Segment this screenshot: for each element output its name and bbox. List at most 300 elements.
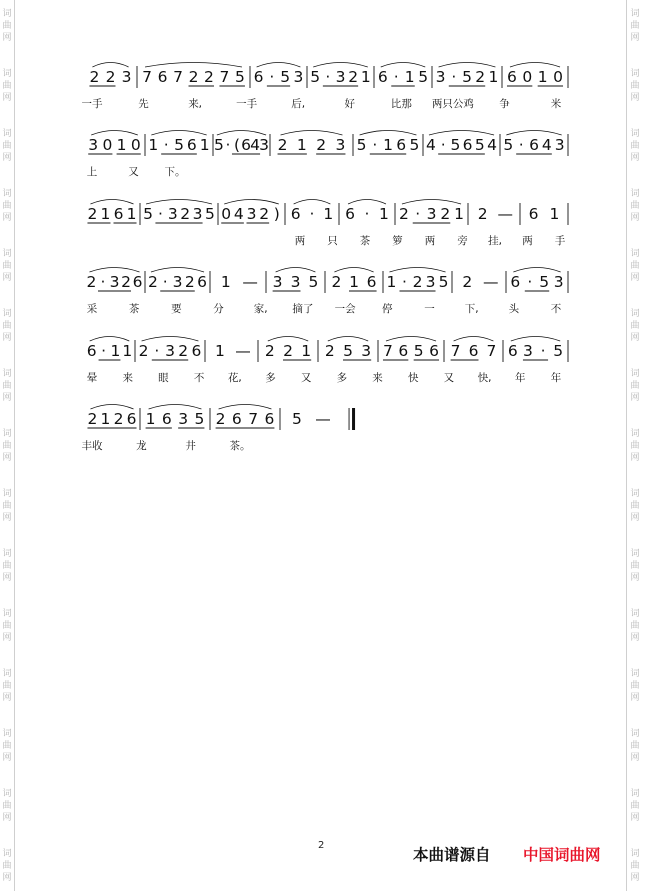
- note-digit: 3: [272, 273, 283, 291]
- note-digit: ·: [101, 342, 107, 360]
- slur-arc: [219, 405, 272, 410]
- slur-arc: [454, 337, 494, 342]
- note-digit: 1: [296, 136, 307, 154]
- slur-arc: [386, 337, 436, 342]
- slur-arc: [90, 405, 133, 410]
- lyric-syllable: 挂,: [488, 235, 502, 247]
- lyric-syllable: 多: [265, 372, 276, 384]
- note-digit: 1: [488, 68, 499, 86]
- note-digit: 2: [121, 273, 131, 291]
- watermark-char: 曲: [630, 381, 640, 391]
- watermark-char: 曲: [2, 561, 12, 571]
- note-digit: 4: [250, 136, 261, 154]
- lyric-syllable: 旁: [457, 235, 468, 247]
- note-digit: 2: [477, 205, 488, 223]
- watermark-char: 网: [2, 333, 12, 343]
- watermark-char: 词: [630, 9, 640, 19]
- watermark-char: 词: [2, 249, 12, 259]
- note-digit: 1: [110, 342, 121, 360]
- lyric-syllable: 多: [336, 372, 348, 384]
- lyric-syllable: 茶: [359, 235, 371, 247]
- note-digit: 2: [148, 273, 158, 291]
- watermark-char: 曲: [630, 621, 640, 631]
- lyric-syllable: 晕: [86, 372, 98, 384]
- lyric-syllable: 家,: [253, 303, 268, 315]
- note-digit: 7: [450, 342, 461, 360]
- watermark-char: 网: [630, 153, 640, 163]
- note-digit: 7: [142, 68, 152, 86]
- slur-arc: [151, 268, 204, 273]
- note-digit: 6: [264, 410, 275, 428]
- note-digit: 1: [220, 273, 231, 291]
- note-digit: 3: [435, 68, 446, 86]
- note-digit: 2: [399, 205, 409, 223]
- watermark-char: 词: [630, 549, 640, 559]
- lyric-syllable: 争: [499, 98, 510, 110]
- lyric-syllable: 一手: [81, 98, 103, 110]
- lyric-syllable: 先: [138, 98, 149, 110]
- watermark-char: 曲: [2, 501, 12, 511]
- watermark-char: 曲: [2, 81, 12, 91]
- note-digit: 6: [462, 136, 473, 154]
- note-digit: ·: [440, 136, 446, 154]
- watermark-char: 曲: [2, 441, 12, 451]
- note-digit: 6: [157, 68, 168, 86]
- watermark-char: 曲: [2, 201, 12, 211]
- note-digit: 7: [486, 342, 497, 360]
- lyric-syllable: 一会: [334, 303, 356, 315]
- slur-arc: [381, 63, 425, 68]
- slur-arc: [142, 337, 199, 342]
- watermark-char: 词: [630, 129, 640, 139]
- watermark-char: 网: [2, 453, 12, 463]
- slur-arc: [334, 268, 373, 273]
- slur-arc: [89, 268, 139, 273]
- watermark-char: 曲: [2, 621, 12, 631]
- note-digit: 6: [290, 205, 301, 223]
- note-digit: 6: [186, 136, 197, 154]
- lyric-syllable: 手: [554, 235, 566, 247]
- note-digit: 5: [235, 68, 245, 86]
- note-digit: 5: [450, 136, 461, 154]
- note-digit: 4: [487, 136, 497, 154]
- note-digit: 5: [143, 205, 153, 223]
- note-digit: 1: [383, 136, 393, 154]
- note-digit: 3: [88, 136, 99, 154]
- note-digit: 5: [503, 136, 514, 154]
- slur-arc: [91, 131, 138, 136]
- note-digit: 5: [409, 136, 420, 154]
- watermark-char: 曲: [630, 501, 640, 511]
- note-digit: 6: [528, 205, 539, 223]
- lyric-syllable: 花,: [227, 372, 242, 384]
- note-digit: 1: [549, 205, 560, 223]
- watermark-char: 词: [2, 789, 12, 799]
- note-digit: ·: [162, 273, 168, 291]
- lyric-syllable: 比那: [390, 98, 412, 110]
- slur-arc: [90, 337, 130, 342]
- watermark-char: 网: [630, 453, 640, 463]
- watermark-char: 曲: [630, 681, 640, 691]
- lyric-syllable: 下。: [164, 166, 186, 178]
- note-digit: 1: [454, 205, 464, 223]
- note-digit: 2: [184, 273, 195, 291]
- watermark-char: 词: [2, 549, 12, 559]
- note-digit: 2: [475, 68, 486, 86]
- note-digit: 6: [366, 273, 377, 291]
- note-digit: 6: [161, 410, 172, 428]
- note-digit: 1: [215, 342, 225, 360]
- note-digit: 5: [343, 342, 353, 360]
- note-digit: 3: [553, 273, 564, 291]
- watermark-char: 词: [2, 129, 12, 139]
- footer-site-name: 中国词曲网: [523, 846, 601, 864]
- watermark-char: 曲: [630, 321, 640, 331]
- note-digit: 2: [178, 342, 189, 360]
- lyric-syllable: 分: [213, 303, 224, 315]
- watermark-char: 词: [630, 849, 640, 859]
- watermark-char: 曲: [630, 441, 640, 451]
- note-digit: 5: [292, 410, 302, 428]
- watermark-char: 网: [630, 633, 640, 643]
- watermark-char: 词: [630, 249, 640, 259]
- note-digit: 2: [324, 342, 335, 360]
- lyric-syllable: 快: [407, 372, 419, 384]
- note-digit: 0: [221, 205, 232, 223]
- note-digit: 5: [413, 342, 424, 360]
- lyric-syllable: 两: [522, 235, 533, 247]
- lyric-syllable: 来: [122, 372, 133, 384]
- lyric-syllable: 只: [327, 235, 338, 247]
- final-bar-thick: [352, 408, 355, 430]
- note-digit: ·: [364, 205, 370, 223]
- slur-arc: [149, 405, 202, 410]
- note-digit: 1: [386, 273, 397, 291]
- watermark-char: 网: [2, 633, 12, 643]
- note-digit: 2: [188, 68, 199, 86]
- watermark-char: 曲: [2, 681, 12, 691]
- watermark-char: 网: [2, 753, 12, 763]
- lyric-syllable: 箩: [392, 235, 403, 247]
- note-digit: 2: [105, 68, 116, 86]
- watermark-char: 词: [630, 669, 640, 679]
- note-digit: 1: [199, 136, 210, 154]
- watermark-char: 网: [2, 873, 12, 883]
- note-digit: ·: [163, 136, 169, 154]
- note-digit: 3: [290, 273, 301, 291]
- note-digit: 0: [522, 68, 533, 86]
- watermark-char: 词: [2, 309, 12, 319]
- note-digit: 3: [167, 205, 178, 223]
- note-digit: 4: [233, 205, 244, 223]
- slur-arc: [360, 131, 417, 136]
- note-digit: 3: [425, 273, 436, 291]
- note-digit: ): [273, 205, 280, 223]
- watermark-char: 网: [2, 513, 12, 523]
- note-digit: 2: [86, 273, 97, 291]
- note-digit: —: [497, 205, 514, 223]
- note-digit: —: [242, 273, 258, 291]
- watermark-char: 网: [2, 93, 12, 103]
- note-digit: 2: [412, 273, 423, 291]
- note-digit: 7: [219, 68, 230, 86]
- note-digit: 5: [308, 273, 319, 291]
- note-digit: ·: [372, 136, 378, 154]
- slur-arc: [513, 268, 560, 273]
- lyric-syllable: 米: [550, 98, 562, 110]
- slur-arc: [313, 63, 368, 68]
- note-digit: 5: [356, 136, 367, 154]
- watermark-char: 词: [630, 489, 640, 499]
- slur-arc: [510, 63, 560, 68]
- lyric-syllable: 不: [550, 303, 562, 315]
- lyric-syllable: 龙: [136, 440, 147, 452]
- lyric-syllable: 年: [550, 372, 562, 384]
- watermark-char: 曲: [2, 741, 12, 751]
- note-digit: 1: [100, 205, 111, 223]
- footer-source-label: 本曲谱源自: [413, 846, 491, 864]
- lyric-syllable: 茶。: [229, 440, 251, 452]
- watermark-char: 曲: [2, 261, 12, 271]
- lyric-syllable: 停: [382, 303, 393, 315]
- note-digit: 4: [426, 136, 436, 154]
- watermark-char: 曲: [630, 561, 640, 571]
- slur-arc: [511, 337, 560, 342]
- note-digit: 0: [102, 136, 113, 154]
- lyric-syllable: 两: [294, 235, 306, 247]
- watermark-char: 曲: [630, 81, 640, 91]
- watermark-char: 词: [630, 309, 640, 319]
- note-digit: 5: [474, 136, 485, 154]
- slur-arc: [281, 131, 343, 136]
- note-digit: 5: [280, 68, 291, 86]
- note-digit: 6: [197, 273, 207, 291]
- watermark-char: 词: [2, 189, 12, 199]
- note-digit: 3: [426, 205, 437, 223]
- watermark-char: 曲: [2, 321, 12, 331]
- watermark-char: 词: [2, 729, 12, 739]
- note-digit: 4: [541, 136, 552, 154]
- watermark-char: 曲: [2, 381, 12, 391]
- note-digit: 6: [529, 136, 539, 154]
- note-digit: 3: [172, 273, 183, 291]
- watermark-char: 曲: [2, 141, 12, 151]
- note-digit: 3: [109, 273, 120, 291]
- note-digit: ·: [527, 273, 533, 291]
- note-digit: 2: [89, 68, 100, 86]
- note-digit: 3: [523, 342, 533, 360]
- slur-arc: [328, 337, 368, 342]
- slur-arc: [145, 63, 242, 68]
- note-digit: 3: [361, 342, 372, 360]
- note-digit: 6: [429, 342, 439, 360]
- lyric-syllable: 茶: [128, 303, 140, 315]
- watermark-char: 曲: [630, 21, 640, 31]
- lyric-syllable: 要: [171, 303, 182, 315]
- note-digit: 1: [122, 342, 133, 360]
- note-digit: 3: [259, 136, 270, 154]
- watermark-char: 词: [2, 429, 12, 439]
- lyric-syllable: 上: [86, 166, 98, 178]
- note-digit: 2: [277, 136, 288, 154]
- note-digit: —: [482, 273, 499, 291]
- lyric-syllable: 后,: [291, 98, 306, 110]
- watermark-char: 曲: [2, 861, 12, 871]
- note-digit: 6: [468, 342, 479, 360]
- watermark-char: 网: [630, 333, 640, 343]
- note-digit: ·: [518, 136, 524, 154]
- note-digit: 1: [323, 205, 334, 223]
- note-digit: ·: [540, 342, 546, 360]
- note-digit: 2: [264, 342, 275, 360]
- note-digit: 3: [165, 342, 175, 360]
- watermark-char: 网: [2, 213, 12, 223]
- note-digit: 5: [213, 136, 224, 154]
- note-digit: 2: [331, 273, 342, 291]
- note-digit: 5: [462, 68, 472, 86]
- slur-arc: [389, 268, 445, 273]
- note-digit: 1: [100, 410, 111, 428]
- watermark-char: 词: [2, 849, 12, 859]
- slur-arc: [402, 200, 461, 205]
- slur-arc: [151, 131, 206, 136]
- note-digit: 7: [383, 342, 393, 360]
- watermark-char: 曲: [630, 201, 640, 211]
- slur-arc: [224, 200, 279, 205]
- lyric-syllable: 眼: [158, 372, 169, 384]
- note-digit: 0: [553, 68, 563, 86]
- slur-arc: [429, 131, 494, 136]
- note-digit: 6: [191, 342, 202, 360]
- slur-arc: [257, 63, 301, 68]
- note-digit: 1: [404, 68, 415, 86]
- watermark-char: 词: [630, 729, 640, 739]
- watermark-char: 网: [630, 393, 640, 403]
- note-digit: 6: [241, 136, 251, 154]
- note-digit: ·: [451, 68, 457, 86]
- note-digit: 6: [377, 68, 388, 86]
- note-digit: 5: [310, 68, 321, 86]
- watermark-char: 网: [2, 273, 12, 283]
- note-digit: 2: [87, 410, 98, 428]
- watermark-char: 网: [630, 753, 640, 763]
- note-digit: 3: [178, 410, 189, 428]
- note-digit: 2: [440, 205, 451, 223]
- watermark-char: 网: [630, 813, 640, 823]
- lyric-syllable: 年: [515, 372, 526, 384]
- note-digit: 6: [345, 205, 355, 223]
- watermark-char: 曲: [2, 801, 12, 811]
- note-digit: 0: [130, 136, 141, 154]
- note-digit: 3: [121, 68, 132, 86]
- lyric-syllable: 又: [443, 372, 455, 384]
- watermark-char: 词: [630, 429, 640, 439]
- lyric-syllable: 采: [86, 303, 98, 315]
- note-digit: (: [233, 136, 241, 154]
- watermark-char: 曲: [630, 801, 640, 811]
- lyric-syllable: 井: [185, 440, 196, 452]
- lyric-syllable: 快,: [477, 372, 492, 384]
- note-digit: 3: [246, 205, 257, 223]
- lyric-syllable: 又: [300, 372, 312, 384]
- note-digit: 2: [283, 342, 293, 360]
- watermark-char: 网: [630, 693, 640, 703]
- lyric-syllable: 两只公鸡: [431, 98, 474, 110]
- watermark-char: 网: [630, 213, 640, 223]
- lyric-syllable: 下,: [464, 303, 479, 315]
- slur-arc: [268, 337, 308, 342]
- watermark-char: 网: [2, 33, 12, 43]
- slur-arc: [294, 200, 331, 205]
- watermark-char: 网: [2, 153, 12, 163]
- lyric-syllable: 一手: [236, 98, 258, 110]
- watermark-char: 网: [630, 33, 640, 43]
- slur-arc: [92, 63, 128, 68]
- watermark-char: 曲: [630, 861, 640, 871]
- note-digit: 1: [360, 68, 371, 86]
- note-digit: 1: [145, 410, 156, 428]
- page-number: 2: [318, 840, 325, 851]
- lyric-syllable: 一: [424, 303, 435, 315]
- note-digit: 1: [148, 136, 159, 154]
- watermark-char: 词: [630, 69, 640, 79]
- note-digit: 2: [138, 342, 149, 360]
- watermark-char: 网: [630, 573, 640, 583]
- note-digit: —: [315, 410, 331, 428]
- note-digit: 2: [215, 410, 226, 428]
- note-digit: ·: [225, 136, 231, 154]
- note-digit: 5: [194, 410, 205, 428]
- note-digit: 5: [418, 68, 429, 86]
- note-digit: ·: [393, 68, 399, 86]
- note-digit: 6: [398, 342, 409, 360]
- note-digit: 6: [231, 410, 242, 428]
- note-digit: 2: [113, 410, 124, 428]
- note-digit: 5: [438, 273, 449, 291]
- note-digit: 6: [132, 273, 143, 291]
- note-digit: 6: [507, 342, 518, 360]
- note-digit: 1: [116, 136, 127, 154]
- note-digit: ·: [402, 273, 407, 291]
- note-digit: ·: [325, 68, 331, 86]
- note-digit: 3: [554, 136, 565, 154]
- note-digit: 2: [462, 273, 473, 291]
- lyric-syllable: 丰收: [81, 440, 103, 452]
- note-digit: ·: [415, 205, 421, 223]
- watermark-char: 网: [2, 693, 12, 703]
- watermark-char: 网: [630, 93, 640, 103]
- lyric-syllable: 又: [128, 166, 139, 178]
- lyric-syllable: 来,: [188, 98, 203, 110]
- slur-arc: [439, 63, 496, 68]
- note-digit: 3: [192, 205, 203, 223]
- note-digit: —: [235, 342, 251, 360]
- watermark-char: 网: [2, 813, 12, 823]
- watermark-char: 词: [630, 369, 640, 379]
- note-digit: 6: [396, 136, 407, 154]
- slur-arc: [506, 131, 561, 136]
- note-digit: ·: [309, 205, 315, 223]
- note-digit: ·: [154, 342, 160, 360]
- watermark-char: 词: [630, 189, 640, 199]
- note-digit: 7: [173, 68, 183, 86]
- watermark-char: 曲: [630, 141, 640, 151]
- watermark-char: 词: [630, 609, 640, 619]
- note-digit: 6: [253, 68, 264, 86]
- slur-arc: [348, 200, 386, 205]
- note-digit: 1: [126, 205, 137, 223]
- lyric-syllable: 好: [344, 98, 356, 110]
